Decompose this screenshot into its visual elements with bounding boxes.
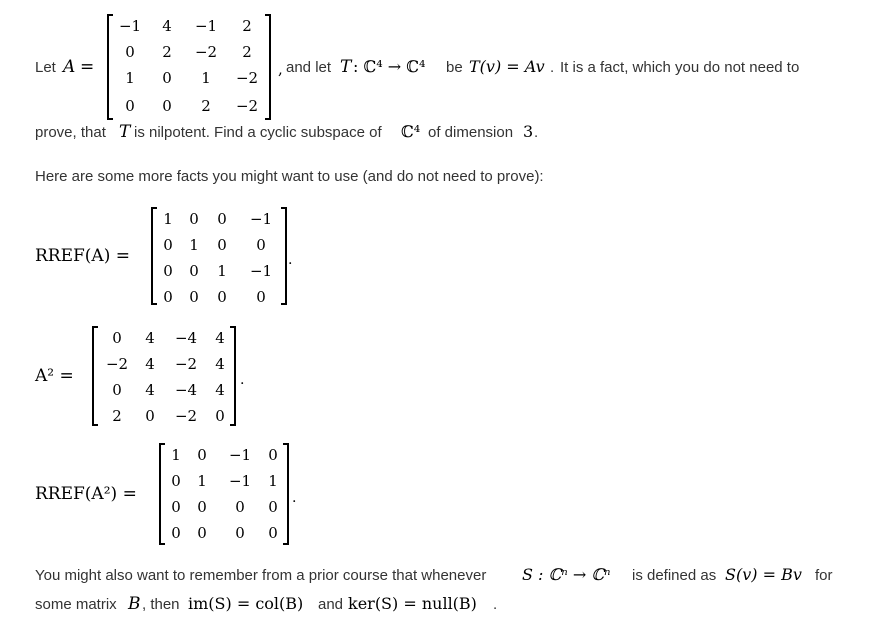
right-bracket bbox=[281, 207, 287, 305]
matrix-cell: 0 bbox=[162, 69, 172, 87]
let-label: Let bbox=[35, 59, 56, 76]
matrix-cell: 0 bbox=[256, 236, 266, 254]
then-text: , then bbox=[142, 596, 180, 613]
symbol-A: A bbox=[63, 57, 76, 77]
matrix-cell: 4 bbox=[162, 17, 172, 35]
matrix-cell: 2 bbox=[242, 43, 252, 61]
matrix-cell: 0 bbox=[217, 288, 227, 306]
dimension-text: of dimension bbox=[428, 124, 514, 141]
matrix-cell: 2 bbox=[162, 43, 172, 61]
period: . bbox=[493, 596, 498, 613]
matrix-cell: 1 bbox=[171, 446, 181, 464]
matrix-cell: 0 bbox=[217, 236, 227, 254]
and-text: and bbox=[318, 596, 344, 613]
symbol-B: B bbox=[128, 594, 141, 614]
matrix-cell: −2 bbox=[105, 355, 129, 373]
footer-text-1: You might also want to remember from a prior course that whenever bbox=[35, 567, 487, 584]
matrix-cell: −2 bbox=[235, 69, 259, 87]
matrix-cell: −2 bbox=[174, 355, 198, 373]
A2-label: A² = bbox=[35, 366, 74, 386]
matrix-cell: 0 bbox=[189, 288, 199, 306]
matrix-cell: 1 bbox=[163, 210, 173, 228]
matrix-cell: 4 bbox=[145, 381, 155, 399]
matrix-cell: 0 bbox=[163, 262, 173, 280]
matrix-cell: 1 bbox=[189, 236, 199, 254]
matrix-cell: 0 bbox=[163, 288, 173, 306]
facts-heading: Here are some more facts you might want to use (and do not need to prove): bbox=[35, 168, 544, 185]
matrix-cell: 0 bbox=[162, 97, 172, 115]
symbol-T: T bbox=[340, 57, 352, 77]
matrix-cell: −1 bbox=[194, 17, 218, 35]
matrix-cell: 2 bbox=[112, 407, 122, 425]
be-text: be bbox=[446, 59, 463, 76]
matrix-cell: −1 bbox=[228, 446, 252, 464]
nilpotent-text: is nilpotent. Find a cyclic subspace of bbox=[134, 124, 382, 141]
matrix-cell: 0 bbox=[197, 524, 207, 542]
matrix-cell: 4 bbox=[215, 381, 225, 399]
matrix-cell: 0 bbox=[235, 498, 245, 516]
matrix-cell: −2 bbox=[174, 407, 198, 425]
matrix-cell: 0 bbox=[171, 472, 181, 490]
matrix-cell: 0 bbox=[268, 524, 278, 542]
map-notation: : ℂ⁴ → ℂ⁴ bbox=[353, 57, 426, 76]
matrix-cell: 0 bbox=[189, 210, 199, 228]
matrix-cell: 0 bbox=[125, 97, 135, 115]
matrix-cell: 1 bbox=[268, 472, 278, 490]
matrix-cell: 0 bbox=[235, 524, 245, 542]
matrix-cell: 0 bbox=[125, 43, 135, 61]
matrix-cell: 0 bbox=[163, 236, 173, 254]
matrix-cell: 4 bbox=[145, 355, 155, 373]
for-text: for bbox=[815, 567, 833, 584]
matrix-cell: −1 bbox=[118, 17, 142, 35]
matrix-cell: 0 bbox=[189, 262, 199, 280]
some-matrix-text: some matrix bbox=[35, 596, 117, 613]
end-period: . bbox=[288, 252, 293, 268]
symbol-T-2: T bbox=[119, 122, 131, 142]
dimension-value: 3 bbox=[523, 122, 534, 141]
S-map: S : ℂⁿ → ℂⁿ bbox=[522, 565, 611, 584]
matrix-cell: 1 bbox=[217, 262, 227, 280]
matrix-cell: −1 bbox=[228, 472, 252, 490]
equals-sign: = bbox=[80, 57, 95, 77]
matrix-cell: −4 bbox=[174, 381, 198, 399]
matrix-cell: 0 bbox=[197, 446, 207, 464]
left-bracket bbox=[92, 326, 98, 426]
matrix-cell: 0 bbox=[197, 498, 207, 516]
matrix-cell: −1 bbox=[249, 210, 273, 228]
matrix-cell: 4 bbox=[215, 329, 225, 347]
period: . bbox=[550, 59, 555, 76]
end-period: . bbox=[292, 490, 297, 506]
comma: , bbox=[278, 60, 283, 78]
matrix-cell: 0 bbox=[112, 329, 122, 347]
rref-A-label: RREF(A) = bbox=[35, 246, 130, 266]
matrix-cell: 1 bbox=[125, 69, 135, 87]
S-definition: S(v) = Bv bbox=[725, 565, 802, 584]
C4-symbol: ℂ⁴ bbox=[401, 122, 421, 141]
matrix-cell: 1 bbox=[197, 472, 207, 490]
and-let-text: and let bbox=[286, 59, 332, 76]
matrix-cell: 4 bbox=[145, 329, 155, 347]
matrix-cell: 0 bbox=[112, 381, 122, 399]
matrix-cell: −1 bbox=[249, 262, 273, 280]
matrix-cell: −2 bbox=[235, 97, 259, 115]
kernel-equation: ker(S) = null(B) bbox=[348, 594, 477, 613]
rref-A2-label: RREF(A²) = bbox=[35, 484, 137, 504]
matrix-cell: 1 bbox=[201, 69, 211, 87]
end-period: . bbox=[240, 372, 245, 388]
matrix-cell: 0 bbox=[145, 407, 155, 425]
fact-text: It is a fact, which you do not need to bbox=[560, 59, 800, 76]
matrix-cell: 0 bbox=[171, 498, 181, 516]
matrix-cell: 0 bbox=[217, 210, 227, 228]
matrix-cell: 0 bbox=[256, 288, 266, 306]
matrix-cell: 4 bbox=[215, 355, 225, 373]
matrix-cell: 0 bbox=[268, 498, 278, 516]
matrix-cell: 2 bbox=[242, 17, 252, 35]
matrix-cell: −4 bbox=[174, 329, 198, 347]
defined-as-text: is defined as bbox=[632, 567, 717, 584]
matrix-cell: 2 bbox=[201, 97, 211, 115]
right-bracket bbox=[265, 14, 271, 120]
matrix-cell: 0 bbox=[171, 524, 181, 542]
prove-text: prove, that bbox=[35, 124, 106, 141]
matrix-cell: 0 bbox=[268, 446, 278, 464]
image-equation: im(S) = col(B) bbox=[188, 594, 304, 613]
matrix-cell: 0 bbox=[215, 407, 225, 425]
matrix-cell: −2 bbox=[194, 43, 218, 61]
period: . bbox=[534, 124, 539, 141]
T-definition: T(v) = Av bbox=[469, 57, 545, 76]
